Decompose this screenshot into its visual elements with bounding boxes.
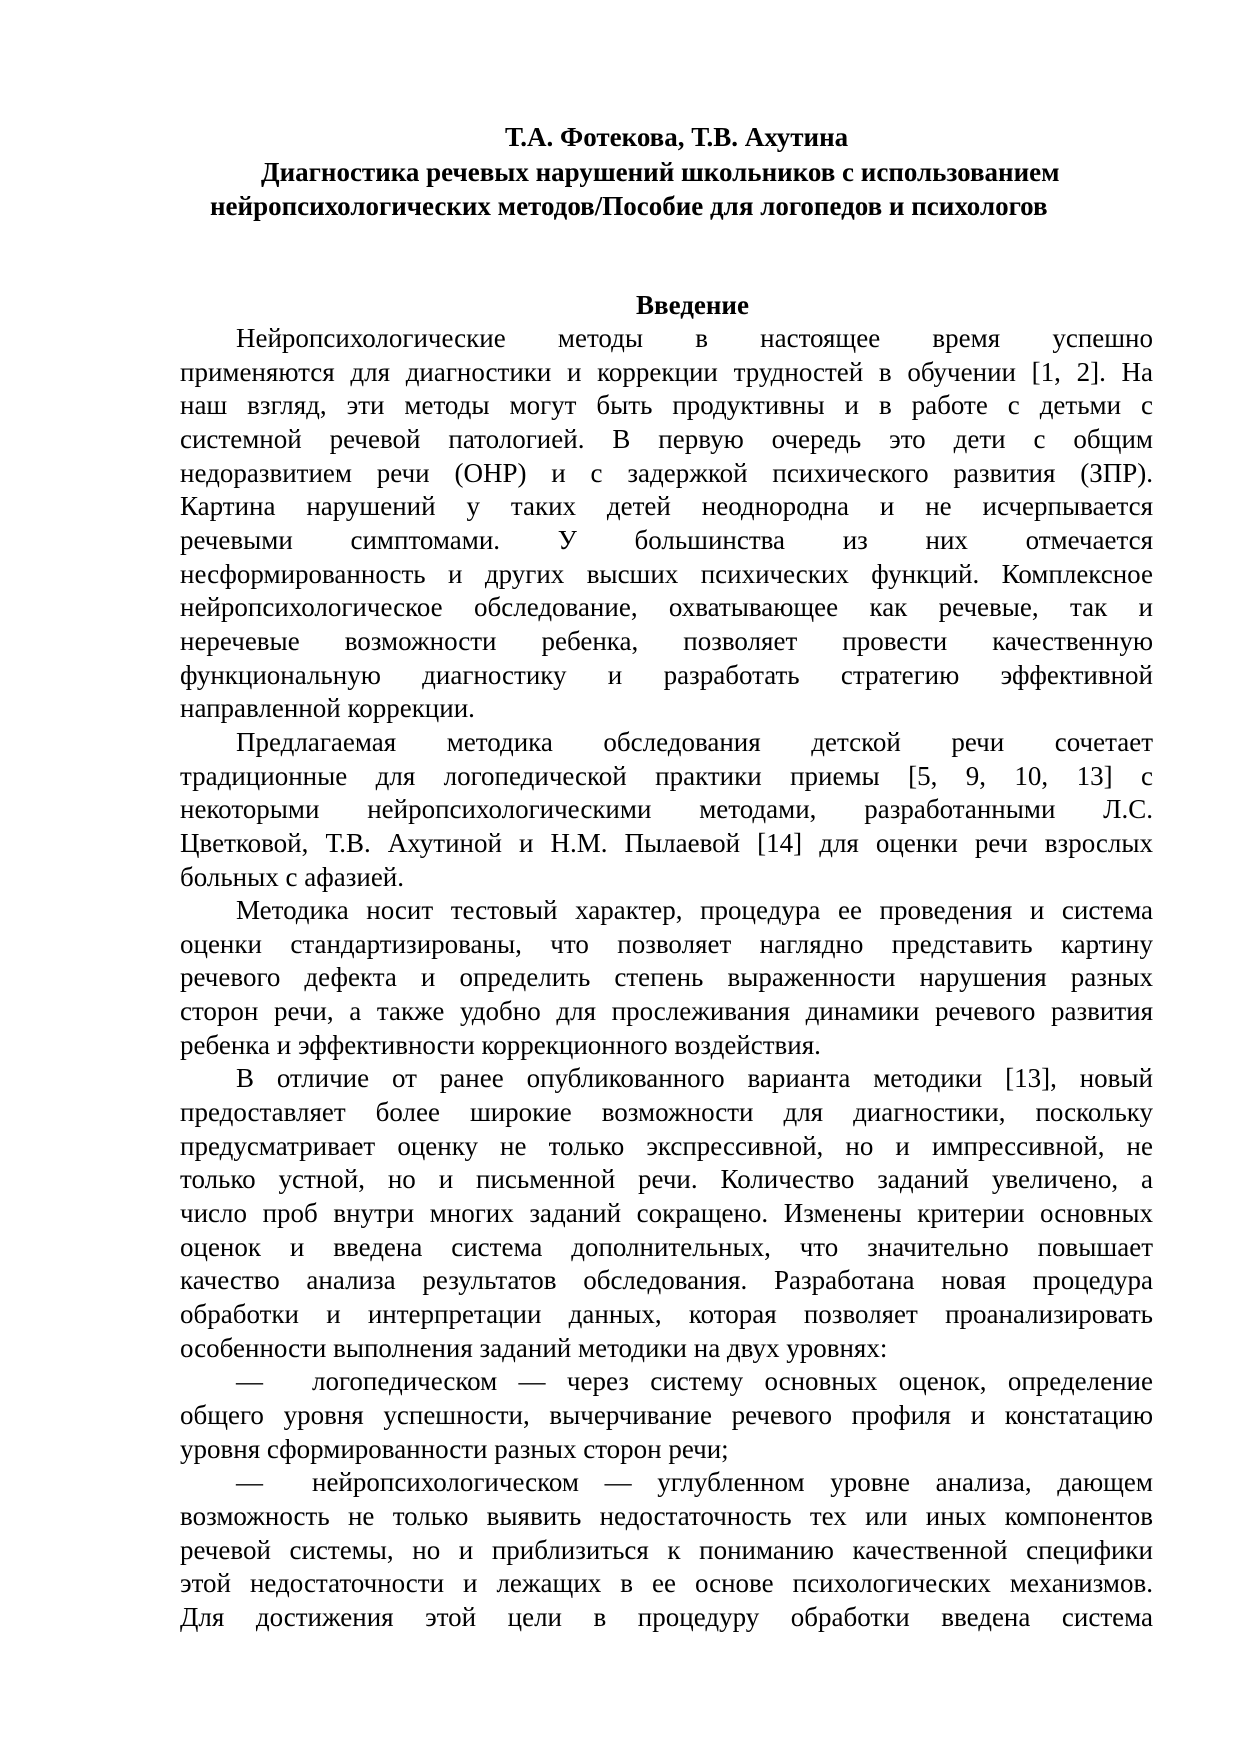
bullet-item bbox=[180, 1365, 1153, 1466]
text-line: оценки стандартизированы, что позволяет наглядно представить картину bbox=[180, 928, 1153, 959]
paragraph bbox=[180, 726, 1153, 894]
text-line: число проб внутри многих заданий сокращено. Изменены критерии основных bbox=[180, 1198, 1153, 1229]
text-line: ребенка и эффективности коррекционного воздействия. bbox=[180, 1029, 821, 1060]
text-line: предоставляет более широкие возможности для диагностики, поскольку bbox=[180, 1097, 1153, 1128]
text-line: некоторыми нейропсихологическими методами, разработанными Л.С. bbox=[180, 794, 1153, 825]
text-line: уровня сформированности разных сторон речи; bbox=[180, 1433, 729, 1464]
text-line: неречевые возможности ребенка, позволяет провести качественную bbox=[180, 625, 1153, 656]
text-line: Цветковой, Т.В. Ахутиной и Н.М. Пылаевой [14] для оценки речи взрослых bbox=[180, 827, 1153, 858]
text-line: Нейропсихологические методы в настоящее время успешно bbox=[236, 323, 1153, 353]
text-line: Картина нарушений у таких детей неоднородна и не исчерпывается bbox=[180, 491, 1153, 522]
text-line: Для достижения этой цели в процедуру обработки введена система bbox=[180, 1601, 1153, 1632]
text-line: качество анализа результатов обследования. Разработана новая процедура bbox=[180, 1265, 1153, 1296]
bullet-dash: — bbox=[236, 1467, 263, 1498]
text-line: оценок и введена система дополнительных, что значительно повышает bbox=[180, 1231, 1153, 1262]
text-line: традиционные для логопедической практики приемы [5, 9, 10, 13] с bbox=[180, 760, 1153, 791]
paragraph bbox=[180, 322, 1153, 726]
paragraph bbox=[180, 894, 1153, 1062]
text-line bbox=[180, 1365, 1153, 1399]
text-line: больных с афазией. bbox=[180, 861, 405, 892]
text-line: направленной коррекции. bbox=[180, 693, 475, 724]
text-line: речевыми симптомами. У большинства из них отмечается bbox=[180, 524, 1153, 555]
text-line: Предлагаемая методика обследования детской речи сочетает bbox=[236, 726, 1153, 757]
text-line: В отличие от ранее опубликованного варианта методики [13], новый bbox=[236, 1063, 1153, 1094]
text-line: Методика носит тестовый характер, процедура ее проведения и система bbox=[236, 895, 1153, 926]
text-line: предусматривает оценку не только экспрессивной, но и импрессивной, не bbox=[180, 1130, 1153, 1161]
text-line: обработки и интерпретации данных, которая позволяет проанализировать bbox=[180, 1299, 1153, 1330]
document-body bbox=[180, 322, 1153, 1635]
text-line bbox=[180, 1466, 1153, 1500]
text-line: функциональную диагностику и разработать стратегию эффективной bbox=[180, 659, 1153, 690]
text-line: только устной, но и письменной речи. Количество заданий увеличено, а bbox=[180, 1164, 1153, 1195]
section-heading: Введение bbox=[636, 290, 749, 320]
text-line: системной речевой патологией. В первую очередь это дети с общим bbox=[180, 423, 1153, 454]
text-line: общего уровня успешности, вычерчивание речевого профиля и констатацию bbox=[180, 1400, 1153, 1430]
text-line: сторон речи, а также удобно для прослеживания динамики речевого развития bbox=[180, 996, 1153, 1027]
text-line: речевого дефекта и определить степень выраженности нарушения разных bbox=[180, 962, 1153, 993]
text-line: наш взгляд, эти методы могут быть продуктивны и в работе с детьми с bbox=[180, 390, 1153, 421]
bullet-dash: — bbox=[236, 1366, 263, 1397]
text-line: возможность не только выявить недостаточность тех или иных компонентов bbox=[180, 1500, 1153, 1531]
title-line-1: Диагностика речевых нарушений школьников с использованием bbox=[261, 157, 1060, 187]
text-line: нейропсихологическое обследование, охватывающее как речевые, так и bbox=[180, 592, 1153, 623]
authors: Т.А. Фотекова, Т.В. Ахутина bbox=[505, 122, 849, 152]
text-line: недоразвитием речи (ОНР) и с задержкой психического развития (ЗПР). bbox=[180, 457, 1153, 488]
bullet-item bbox=[180, 1466, 1153, 1634]
title-line-2: нейропсихологических методов/Пособие для логопедов и психологов bbox=[210, 191, 1048, 221]
text-line: применяются для диагностики и коррекции трудностей в обучении [1, 2]. На bbox=[180, 356, 1153, 387]
text-line: несформированность и других высших психических функций. Комплексное bbox=[180, 558, 1153, 589]
paragraph bbox=[180, 1062, 1153, 1365]
text-line: речевой системы, но и приблизиться к пониманию качественной специфики bbox=[180, 1534, 1153, 1565]
bullet-text: нейропсихологическом — углубленном уровне анализа, дающем bbox=[312, 1467, 1153, 1498]
text-line: этой недостаточности и лежащих в ее основе психологических механизмов. bbox=[180, 1568, 1153, 1599]
bullet-text: логопедическом — через систему основных оценок, определение bbox=[312, 1366, 1153, 1397]
text-line: особенности выполнения заданий методики на двух уровнях: bbox=[180, 1332, 888, 1363]
